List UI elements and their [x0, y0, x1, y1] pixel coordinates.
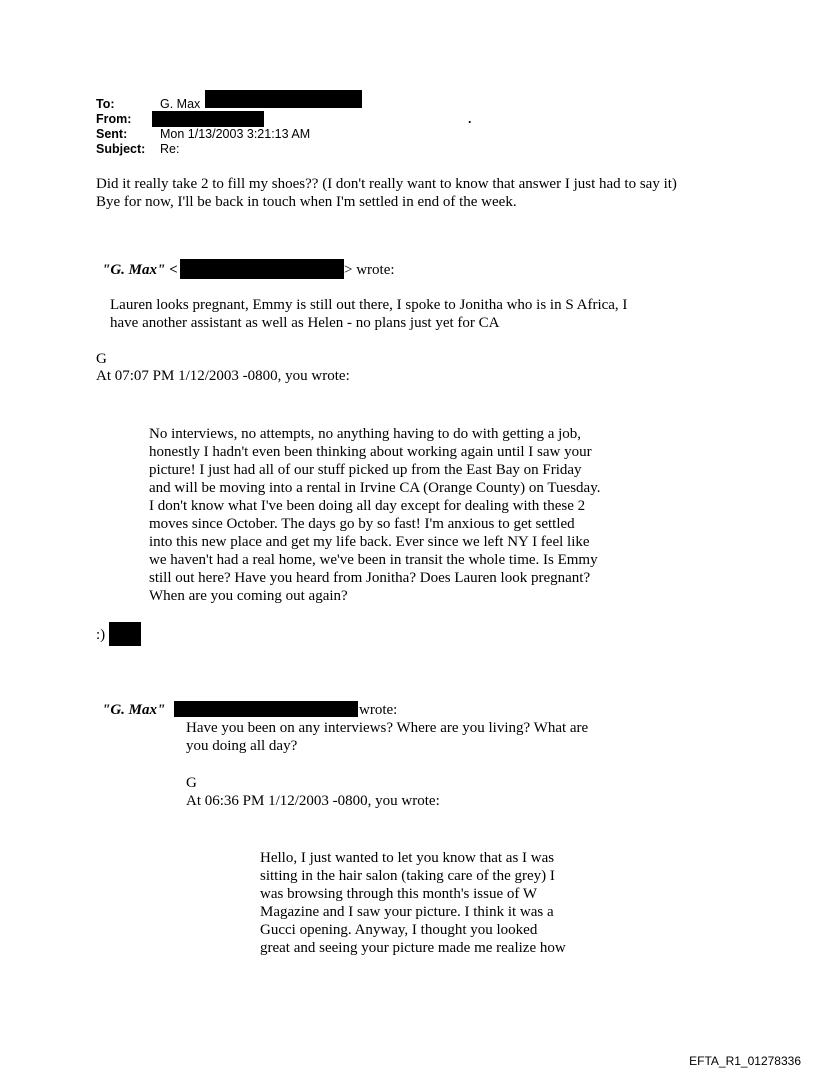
- quote3-attribution: At 06:36 PM 1/12/2003 -0800, you wrote:: [186, 793, 440, 809]
- sent-value: Mon 1/13/2003 3:21:13 AM: [160, 127, 311, 141]
- quote1-signature: G: [96, 351, 107, 367]
- redaction-to: [205, 90, 362, 108]
- to-value: G. Max: [160, 97, 201, 111]
- quote4-line: Hello, I just wanted to let you know that as I was: [260, 850, 555, 866]
- quote2-line: picture! I just had all of our stuff picked up from the East Bay on Friday: [149, 462, 582, 478]
- quote1-attribution: At 07:07 PM 1/12/2003 -0800, you wrote:: [96, 368, 350, 384]
- quote3-signature: G: [186, 775, 197, 791]
- quote2-line: honestly I hadn't even been thinking about working again until I saw your: [149, 444, 592, 460]
- quote2-line: No interviews, no attempts, no anything having to do with getting a job,: [149, 426, 582, 442]
- quote3-line: Have you been on any interviews? Where are you living? What are: [186, 720, 589, 736]
- subject-label: Subject:: [96, 142, 146, 156]
- quote2-line: still out here? Have you heard from Jonitha? Does Lauren look pregnant?: [149, 570, 591, 586]
- quote1-body: [110, 296, 627, 332]
- quote4-line: Magazine and I saw your picture. I think it was a: [260, 904, 554, 920]
- quote4-line: was browsing through this month's issue of W: [260, 886, 538, 902]
- quote4-line: Gucci opening. Anyway, I thought you looked: [260, 922, 538, 938]
- smiley: :): [96, 627, 106, 643]
- quote2-line: into this new place and get my life back. Ever since we left NY I feel like: [149, 534, 590, 550]
- quote2-line: I don't know what I've been doing all day except for dealing with these 2: [149, 498, 586, 514]
- stray-mark: .: [468, 112, 472, 126]
- quote3-wrote: wrote:: [359, 702, 398, 718]
- body-line: Did it really take 2 to fill my shoes?? (I don't really want to know that answer I just had to say it): [96, 176, 677, 192]
- quote3-body: [186, 719, 588, 755]
- quote4-line: sitting in the hair salon (taking care of the grey) I: [260, 868, 555, 884]
- quote2-line: moves since October. The days go by so fast! I'm anxious to get settled: [149, 516, 575, 532]
- quote2-body: [149, 425, 600, 605]
- redaction-quote1-email: [180, 259, 344, 279]
- subject-value: Re:: [160, 142, 180, 156]
- quote4-line: great and seeing your picture made me realize how: [260, 940, 566, 956]
- sent-label: Sent:: [96, 127, 128, 141]
- quote2-line: we haven't had a real home, we've been in transit the whole time. Is Emmy: [149, 552, 598, 568]
- redaction-from: [152, 111, 264, 127]
- redaction-quote3-email: [174, 701, 358, 717]
- body-intro: [96, 175, 677, 211]
- document-id: EFTA_R1_01278336: [689, 1054, 801, 1068]
- quote2-line: When are you coming out again?: [149, 588, 348, 604]
- body-line: Bye for now, I'll be back in touch when I'm settled in end of the week.: [96, 194, 517, 210]
- quote4-body: [260, 849, 566, 957]
- from-label: From:: [96, 112, 132, 126]
- to-label: To:: [96, 97, 115, 111]
- quote1-sender: "G. Max" <: [102, 262, 178, 278]
- quote3-sender: "G. Max": [102, 702, 166, 718]
- quote1-line: have another assistant as well as Helen - no plans just yet for CA: [110, 315, 500, 331]
- quote1-wrote: > wrote:: [344, 262, 395, 278]
- redaction-signature: [109, 622, 141, 646]
- quote2-line: and will be moving into a rental in Irvine CA (Orange County) on Tuesday.: [149, 480, 601, 496]
- quote1-line: Lauren looks pregnant, Emmy is still out there, I spoke to Jonitha who is in S Africa, I: [110, 297, 628, 313]
- quote3-line: you doing all day?: [186, 738, 298, 754]
